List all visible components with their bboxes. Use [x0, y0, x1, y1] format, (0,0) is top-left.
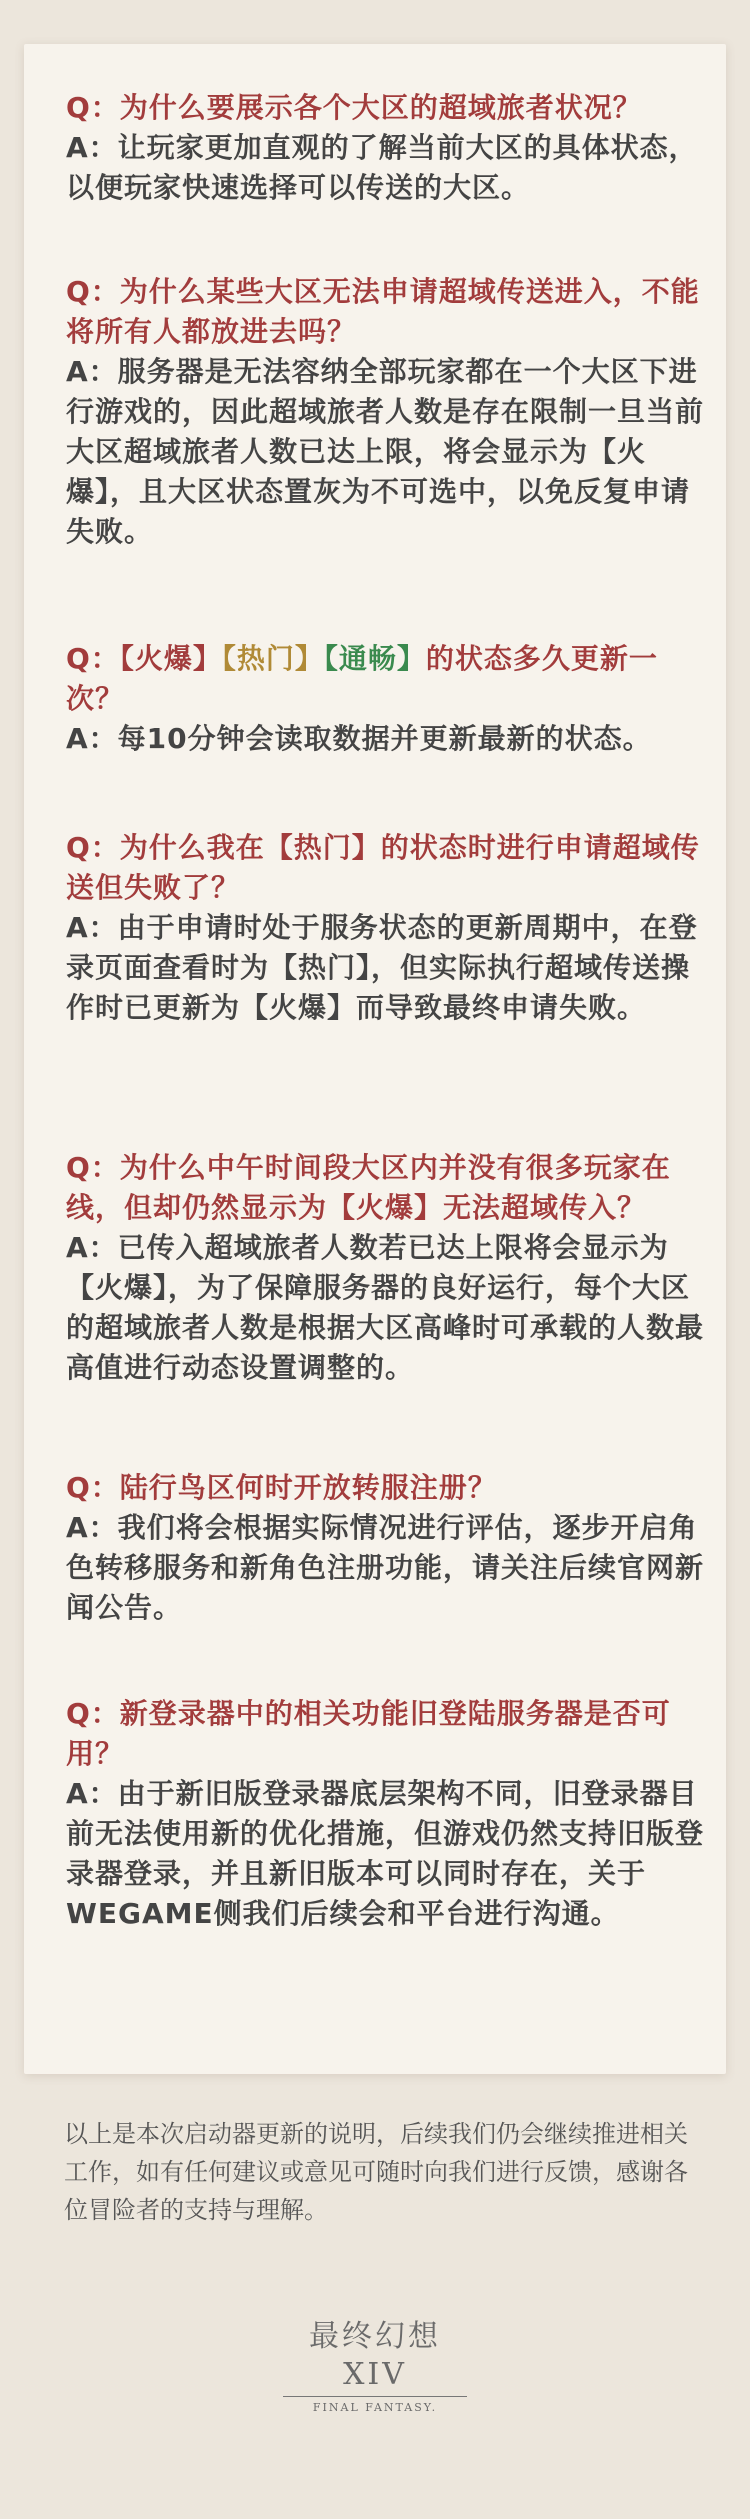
- faq-item-1: [66, 88, 706, 208]
- faq-answer: A：让玩家更加直观的了解当前大区的具体状态，以便玩家快速选择可以传送的大区。: [66, 131, 698, 204]
- faq-answer: A：由于申请时处于服务状态的更新周期中，在登录页面查看时为【热门】，但实际执行超域传送操作时已更新为【火爆】而导致最终申请失败。: [66, 911, 698, 1024]
- final-fantasy-logo: [283, 2318, 467, 2414]
- faq-question: [66, 639, 706, 719]
- logo-english-title: FINAL FANTASY.: [312, 2401, 438, 2414]
- faq-question: [66, 1148, 706, 1228]
- faq-item-4: [66, 828, 706, 1028]
- faq-question: [66, 1468, 706, 1508]
- closing-note: 以上是本次启动器更新的说明，后续我们仍会继续推进相关工作，如有任何建议或意见可随时向我们进行反馈，感谢各位冒险者的支持与理解。: [64, 2120, 688, 2224]
- faq-question: [66, 1694, 706, 1774]
- faq-answer: A：已传入超域旅者人数若已达上限将会显示为【火爆】，为了保障服务器的良好运行，每个大区的超域旅者人数是根据大区高峰时可承载的人数最高值进行动态设置调整的。: [66, 1231, 705, 1384]
- faq-item-2: [66, 272, 706, 552]
- faq-answer: A：由于新旧版登录器底层架构不同，旧登录器目前无法使用新的优化措施，但游戏仍然支持旧版登录器登录，并且新旧版本可以同时存在，关于WEGAME侧我们后续会和平台进行沟通。: [66, 1777, 705, 1930]
- status-smooth-label: 【通畅】: [323, 642, 426, 675]
- logo-chinese-title: 最终幻想XIV: [283, 2318, 467, 2397]
- question-text: Q：为什么要展示各个大区的超域旅者状况？: [66, 91, 642, 124]
- question-text: Q：新登录器中的相关功能旧登陆服务器是否可用？: [66, 1697, 671, 1770]
- faq-question: [66, 828, 706, 908]
- question-text: Q：为什么中午时间段大区内并没有很多玩家在线，但却仍然显示为【火爆】无法超域传入？: [66, 1151, 671, 1224]
- faq-item-7: [66, 1694, 706, 1934]
- faq-card: [24, 44, 726, 2074]
- faq-question: [66, 88, 706, 128]
- status-popular-label: 【热门】: [221, 642, 324, 675]
- question-prefix: Q：: [66, 642, 120, 675]
- faq-answer: A：每10分钟会读取数据并更新最新的状态。: [66, 722, 652, 755]
- question-suffix: 的状态多久更新一次？: [66, 642, 658, 715]
- faq-answer: A：我们将会根据实际情况进行评估，逐步开启角色转移服务和新角色注册功能，请关注后续官网新闻公告。: [66, 1511, 705, 1624]
- question-text: Q：陆行鸟区何时开放转服注册？: [66, 1471, 497, 1504]
- question-text: Q：为什么某些大区无法申请超域传送进入，不能将所有人都放进去吗？: [66, 275, 700, 348]
- faq-item-5: [66, 1148, 706, 1388]
- status-hot-label: 【火爆】: [119, 642, 222, 675]
- faq-item-6: [66, 1468, 706, 1628]
- faq-item-3: [66, 639, 706, 759]
- faq-answer: A：服务器是无法容纳全部玩家都在一个大区下进行游戏的，因此超域旅者人数是存在限制一旦当前大区超域旅者人数已达上限，将会显示为【火爆】，且大区状态置灰为不可选中，以免反复申请失败。: [66, 355, 705, 548]
- question-text: Q：为什么我在【热门】的状态时进行申请超域传送但失败了？: [66, 831, 700, 904]
- faq-question: [66, 272, 706, 352]
